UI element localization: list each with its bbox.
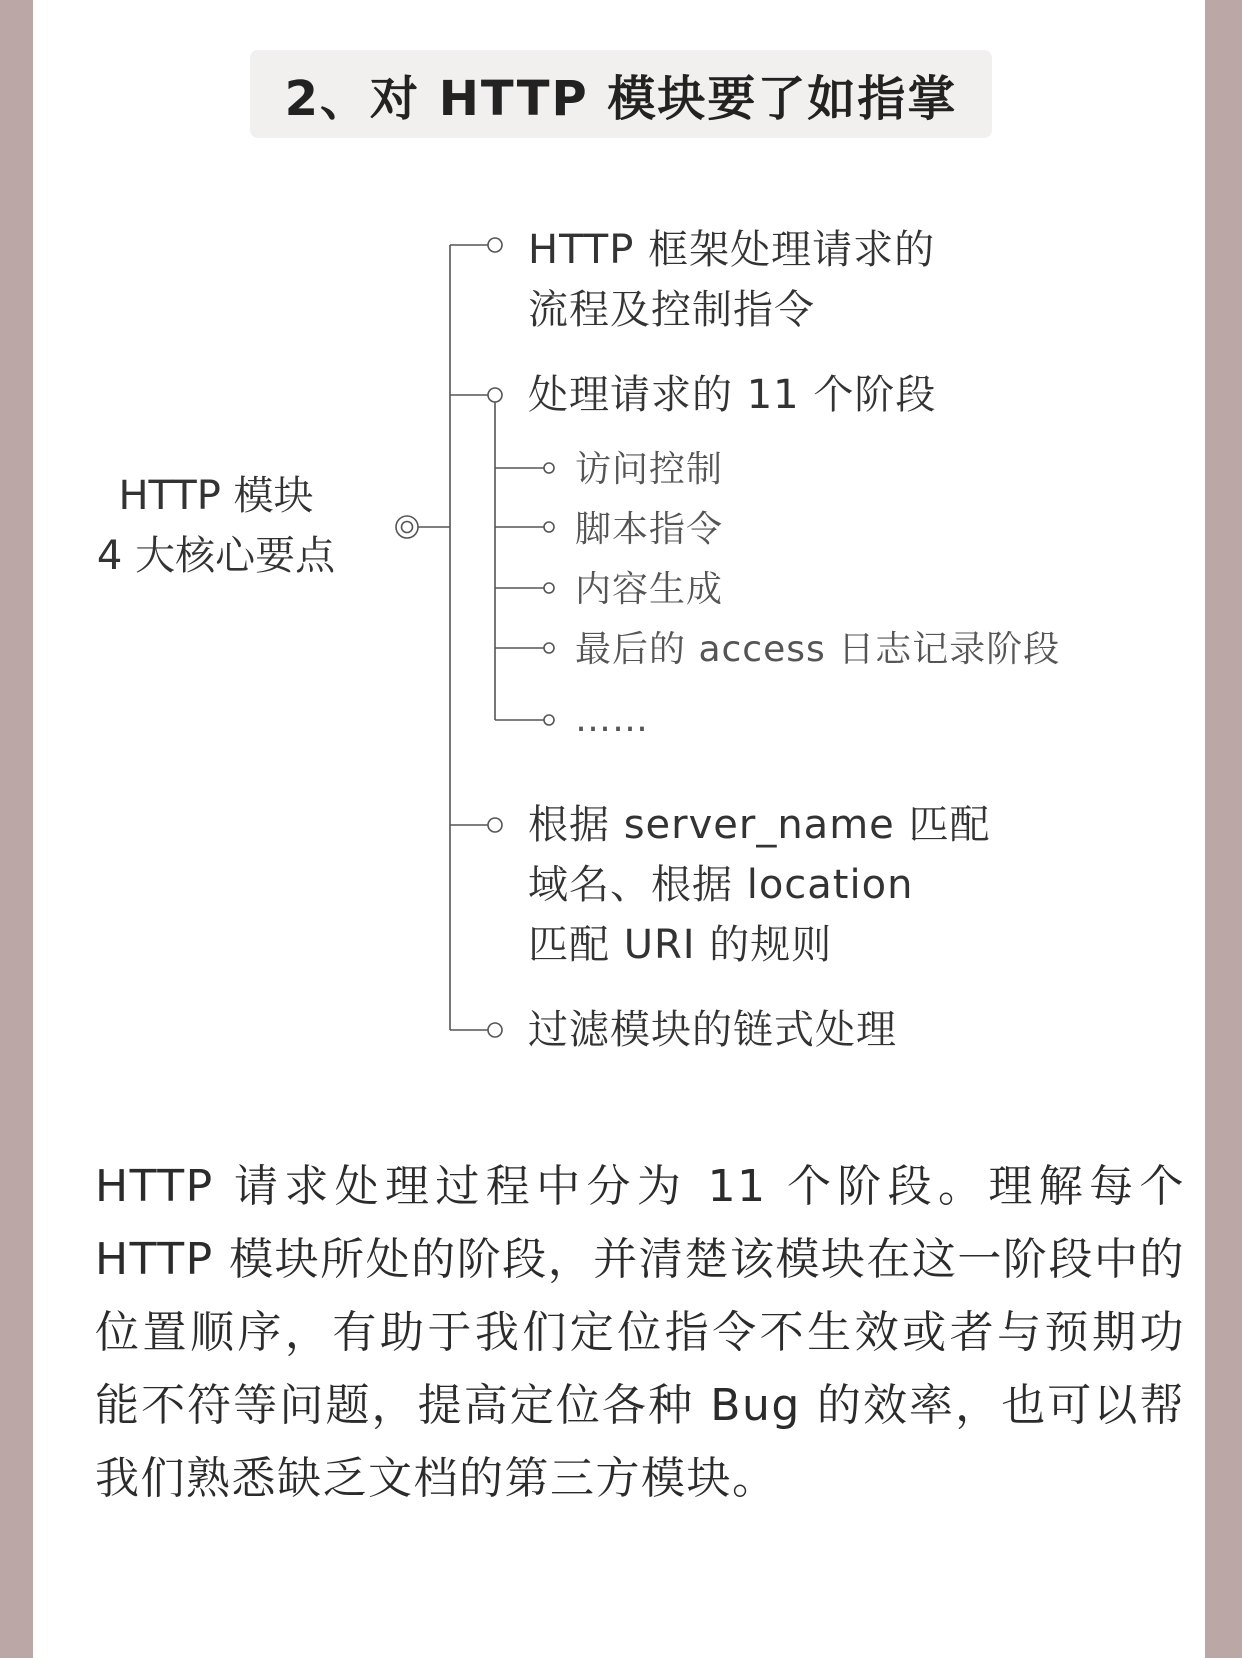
sub-node-5 bbox=[544, 715, 554, 725]
root-line-2: 4 大核心要点 bbox=[96, 533, 336, 579]
branch-1-line-1: HTTP 框架处理请求的 bbox=[528, 227, 936, 273]
branch-1 bbox=[528, 220, 935, 340]
body-paragraph: HTTP 请求处理过程中分为 11 个阶段。理解每个 HTTP 模块所处的阶段，并清楚该模块在这一阶段中的位置顺序，有助于我们定位指令不生效或者与预期功能不符等问题，提高定位各种 Bug 的效率，也可以帮我们熟悉缺乏文档的第三方模块。 bbox=[95, 1161, 1185, 1504]
content-card bbox=[33, 0, 1205, 1658]
root-node-inner bbox=[402, 522, 413, 533]
mindmap-root bbox=[81, 466, 351, 586]
mindmap bbox=[33, 0, 1205, 1100]
branch-3 bbox=[528, 795, 991, 975]
branch-4-line-1: 过滤模块的链式处理 bbox=[528, 1007, 897, 1053]
branch-1-line-2: 流程及控制指令 bbox=[528, 287, 815, 333]
branch-3-line-2: 域名、根据 location bbox=[528, 862, 914, 908]
sub-node-2 bbox=[544, 522, 554, 532]
sub-item-1: 访问控制 bbox=[575, 449, 724, 490]
root-node-outer bbox=[396, 516, 418, 538]
branch-2-line-1: 处理请求的 11 个阶段 bbox=[528, 372, 937, 418]
branch-3-line-1: 根据 server_name 匹配 bbox=[528, 802, 991, 848]
branch-node-2 bbox=[488, 388, 502, 402]
section-title: 2、对 HTTP 模块要了如指掌 bbox=[284, 70, 958, 127]
sub-item-3: 内容生成 bbox=[575, 569, 724, 610]
sub-node-4 bbox=[544, 643, 554, 653]
branch-4 bbox=[528, 1000, 897, 1060]
sub-node-3 bbox=[544, 583, 554, 593]
sub-item-2: 脚本指令 bbox=[575, 509, 724, 550]
branch-node-4 bbox=[488, 1023, 502, 1037]
sub-node-1 bbox=[544, 463, 554, 473]
branch-3-line-3: 匹配 URI 的规则 bbox=[528, 922, 833, 968]
branch-node-1 bbox=[488, 238, 502, 252]
branch-2 bbox=[528, 365, 936, 425]
branch-node-3 bbox=[488, 818, 502, 832]
sub-item-5: …… bbox=[575, 699, 649, 740]
sub-item-4: 最后的 access 日志记录阶段 bbox=[575, 629, 1061, 670]
root-line-1: HTTP 模块 bbox=[118, 473, 314, 519]
